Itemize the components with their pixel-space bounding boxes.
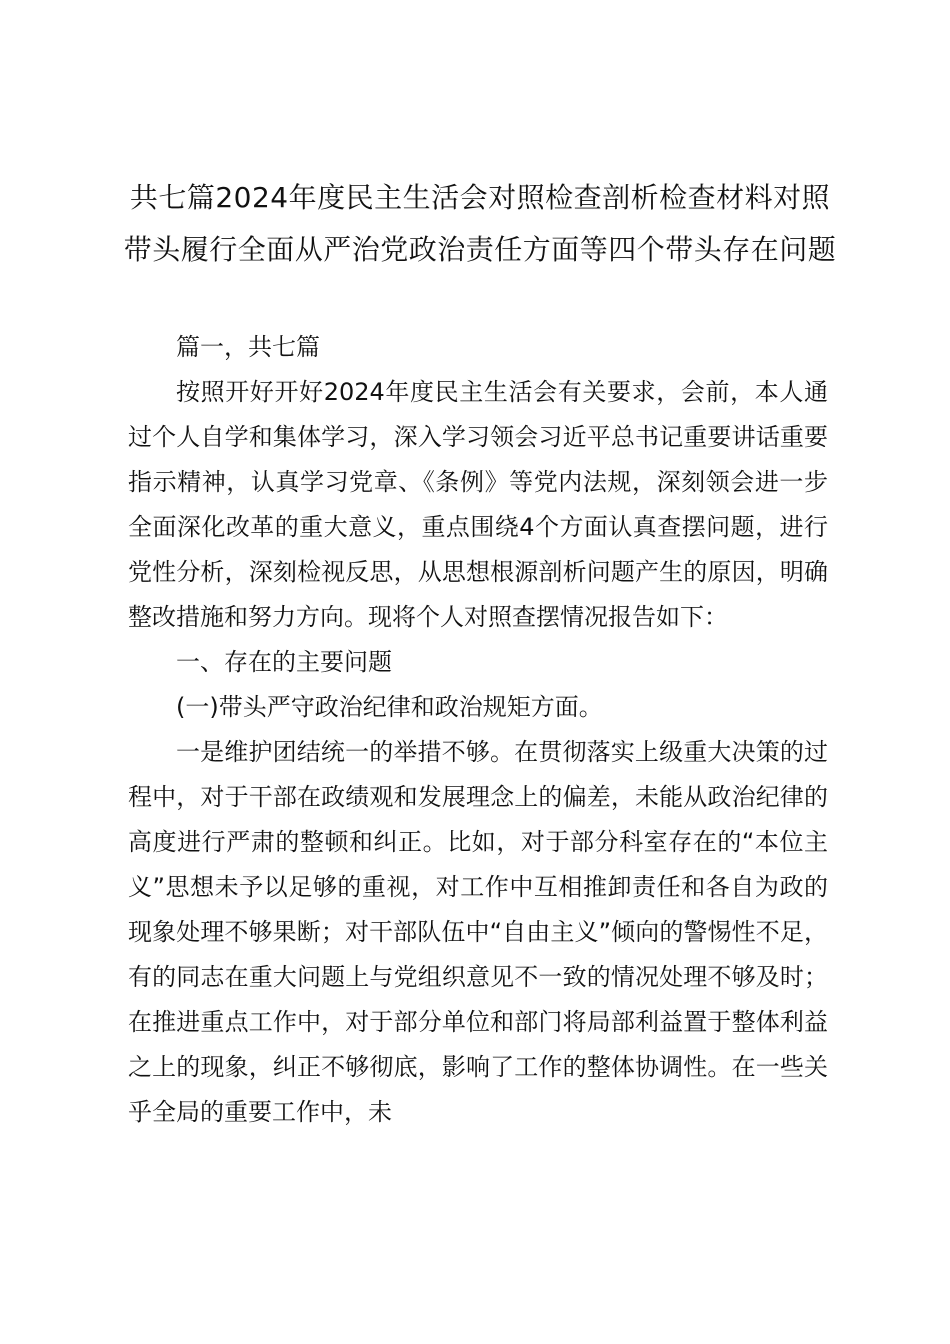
document-body <box>128 325 828 1135</box>
problem-paragraph-unity: 一是维护团结统一的举措不够。在贯彻落实上级重大决策的过程中，对于干部在政绩观和发展理念上的偏差，未能从政治纪律的高度进行严肃的整顿和纠正。比如，对于部分科室存在的“本位主义”思想未予以足够的重视，对工作中互相推卸责任和各自为政的现象处理不够果断；对干部队伍中“自由主义”倾向的警惕性不足，有的同志在重大问题上与党组织意见不一致的情况处理不够及时；在推进重点工作中，对于部分单位和部门将局部利益置于整体利益之上的现象，纠正不够彻底，影响了工作的整体协调性。在一些关乎全局的重要工作中，未 <box>128 738 828 1126</box>
subsection-heading-political-discipline: (一)带头严守政治纪律和政治规矩方面。 <box>176 693 603 721</box>
document-title: 共七篇2024年度民主生活会对照检查剖析检查材料对照带头履行全面从严治党政治责任方面等四个带头存在问题 <box>123 181 837 266</box>
intro-paragraph: 按照开好开好2024年度民主生活会有关要求，会前，本人通过个人自学和集体学习，深入学习领会习近平总书记重要讲话重要指示精神，认真学习党章、《条例》等党内法规，深刻领会进一步全面深化改革的重大意义，重点围绕4个方面认真查摆问题，进行党性分析，深刻检视反思，从思想根源剖析问题产生的原因，明确整改措施和努力方向。现将个人对照查摆情况报告如下： <box>128 378 828 631</box>
section-heading-main-problems: 一、存在的主要问题 <box>176 648 392 676</box>
section-heading-part-one: 篇一，共七篇 <box>176 333 320 361</box>
